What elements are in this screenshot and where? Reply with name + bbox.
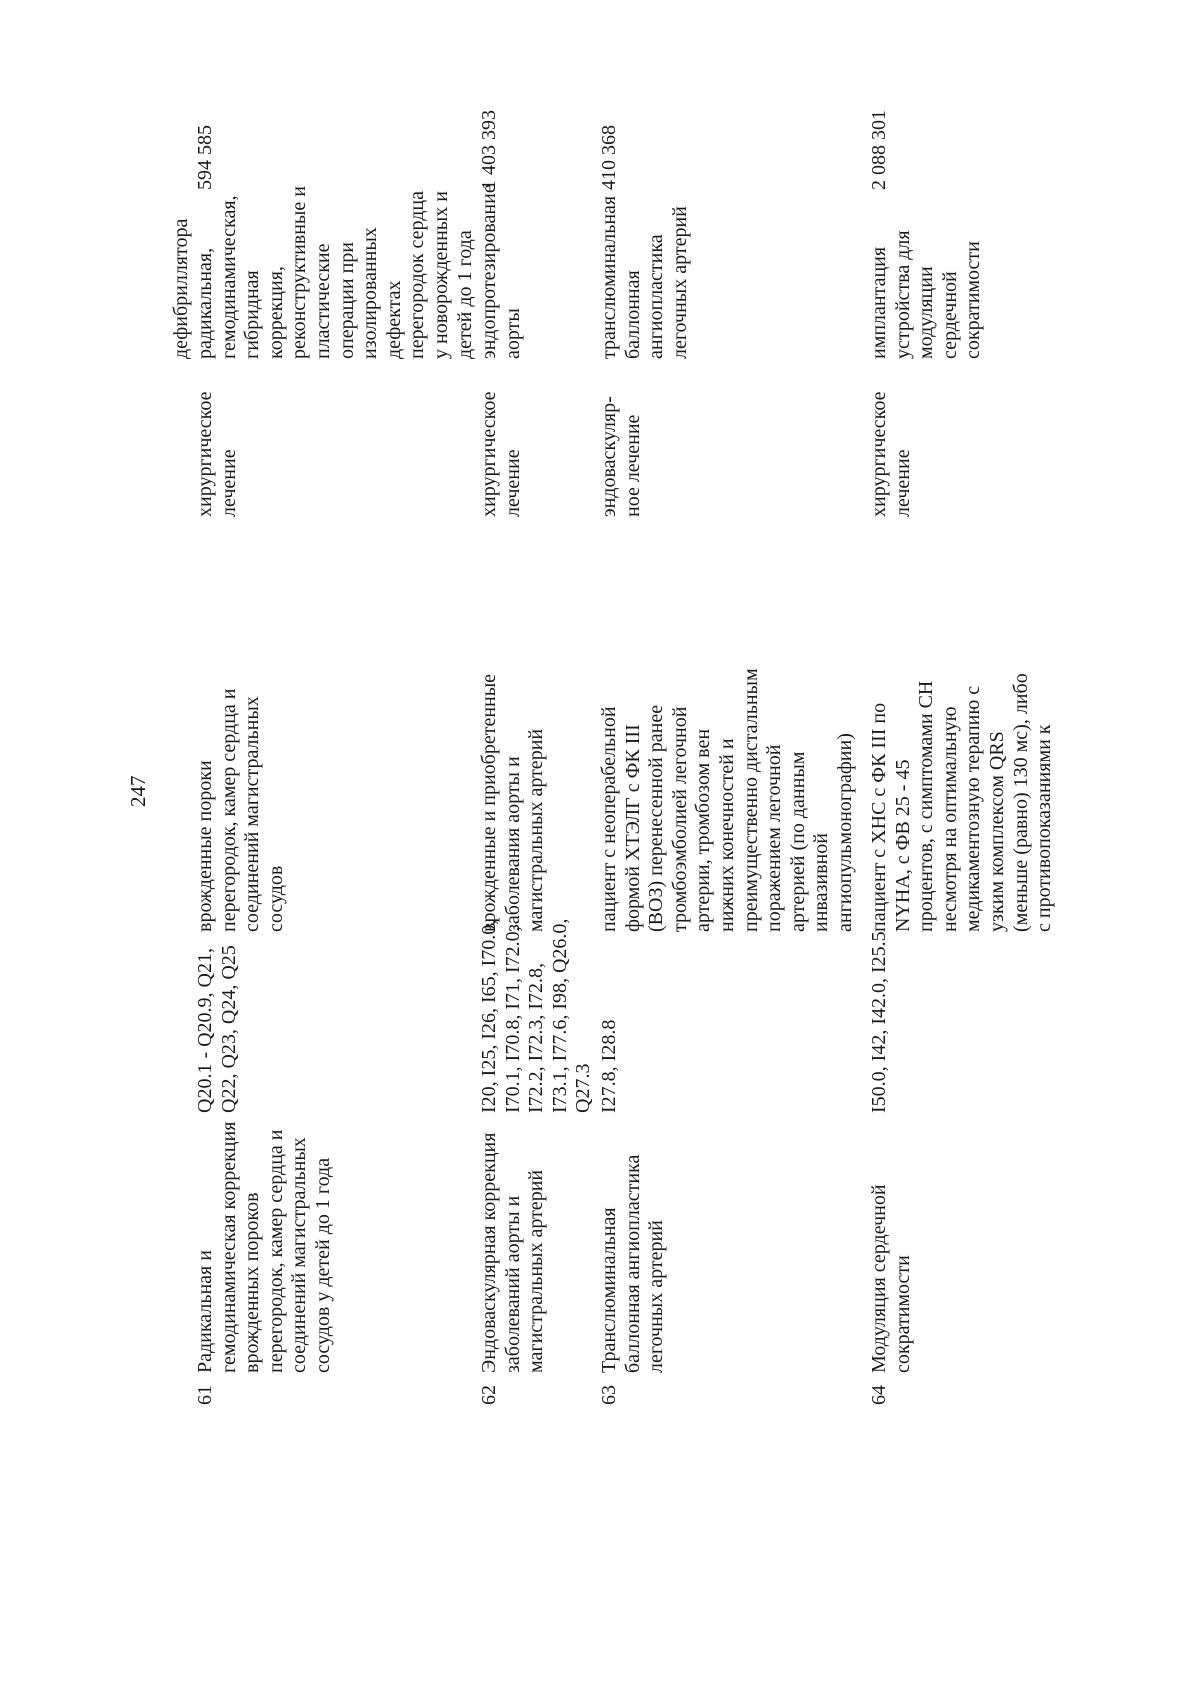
icd-codes-cell-line: I20, I25, I26, I65, I70.0,: [478, 919, 500, 1113]
icd-codes-cell-line: Q22, Q23, Q24, Q25: [217, 945, 240, 1113]
treatment-type-cell-line: эндоваскуляр-: [598, 396, 620, 517]
treatment-type-cell: [868, 392, 915, 517]
treatment-type-cell-line: хирургическое: [478, 391, 500, 517]
patient-model-cell: [598, 668, 858, 932]
service-name-cell-line: гемодинамическая коррекция: [217, 1121, 240, 1373]
price-cell: 410 368: [598, 125, 620, 190]
treatment-method-cell-line: аорты: [501, 308, 524, 359]
treatment-method-cell-line: сердечной: [938, 271, 961, 359]
patient-model-cell-line: врожденные и приобретенные: [478, 673, 500, 932]
patient-model-cell-line: сосудов: [264, 865, 287, 932]
treatment-method-cell-line: у новорожденных и: [429, 191, 452, 359]
patient-model-cell-line: нижних конечностей и: [715, 738, 738, 932]
patient-model-cell-line: поражением легочной: [763, 744, 786, 932]
service-name-cell-line: перегородок, камер сердца и: [264, 1129, 287, 1373]
patient-model-cell-line: формой ХТЭЛГ с ФК III: [621, 724, 644, 932]
patient-model-cell-line: артерией (по данным: [786, 751, 809, 932]
patient-model-cell-line: соединений магистральных: [241, 696, 264, 932]
treatment-method-cell-line: сократимости: [962, 241, 985, 359]
treatment-method-cell-line: ангиопластика: [645, 234, 668, 359]
row-number: 62: [478, 1385, 500, 1405]
icd-codes-cell-line: Q27.3: [572, 1063, 595, 1113]
patient-model-cell: [194, 689, 288, 933]
service-name-cell-line: Транслюминальная: [598, 1207, 620, 1373]
treatment-method-cell-line: транслюминальная: [598, 195, 620, 359]
patient-model-cell-line: (меньше (равно) 130 мс), либо: [1009, 673, 1032, 932]
treatment-method-cell-line: изолированных: [359, 227, 382, 359]
row-number: 61: [194, 1385, 216, 1405]
service-name-cell: [478, 1133, 549, 1373]
patient-model-cell-line: врожденные пороки: [194, 760, 216, 932]
icd-codes-cell: [194, 945, 241, 1113]
treatment-method-cell-line: детей до 1 года: [453, 230, 476, 359]
service-name-cell-line: заболеваний аорты и: [501, 1195, 524, 1373]
patient-model-cell-line: медикаментозную терапию с: [962, 685, 985, 932]
icd-codes-cell: [598, 1020, 622, 1113]
method-cell-continued: [170, 219, 194, 359]
treatment-method-cell-line: пластические: [311, 243, 334, 359]
patient-model-cell-line: пациент с неоперабельной: [598, 706, 620, 932]
patient-model-cell-line: тромбоэмболией легочной: [668, 706, 691, 932]
service-name-cell-line: врожденных пороков: [241, 1192, 264, 1373]
method-cell-continued-line: дефибриллятора: [170, 218, 192, 359]
treatment-method-cell-line: дефектах: [382, 280, 405, 359]
treatment-type-cell: [194, 392, 241, 517]
treatment-method-cell-line: перегородок сердца: [406, 191, 429, 359]
service-name-cell-line: магистральных артерий: [525, 1169, 548, 1373]
patient-model-cell-line: артерии, тромбозом вен: [692, 728, 715, 932]
icd-codes-cell-line: I50.0, I42, I42.0, I25.5: [868, 931, 890, 1113]
treatment-method-cell-line: гемодинамическая,: [217, 195, 240, 359]
icd-codes-cell-line: I70.1, I70.8, I71, I72.0,: [501, 926, 524, 1113]
treatment-type-cell-line: хирургическое: [194, 391, 216, 517]
patient-model-cell-line: процентов, с симптомами СН: [915, 680, 938, 932]
treatment-method-cell-line: баллонная: [621, 270, 644, 359]
patient-model-cell-line: несмотря на оптимальную: [938, 706, 961, 932]
patient-model-cell-line: ангиопульмонографии): [833, 733, 856, 932]
treatment-method-cell-line: имплантация: [868, 246, 890, 359]
treatment-type-cell-line: хирургическое: [868, 391, 890, 517]
row-number: 64: [868, 1385, 890, 1405]
patient-model-cell-line: инвазивной: [810, 833, 833, 932]
patient-model-cell-line: перегородок, камер сердца и: [217, 688, 240, 932]
icd-codes-cell: [478, 919, 596, 1113]
treatment-method-cell: [868, 230, 986, 359]
service-name-cell-line: Эндоваскулярная коррекция: [478, 1132, 500, 1373]
patient-model-cell-line: преимущественно дистальным: [739, 668, 762, 932]
treatment-type-cell-line: лечение: [891, 449, 914, 517]
patient-model-cell-line: магистральных артерий: [525, 728, 548, 932]
service-name-cell-line: сосудов у детей до 1 года: [311, 1157, 334, 1373]
price-cell: 1 403 393: [478, 110, 500, 190]
service-name-cell: [194, 1122, 336, 1373]
treatment-method-cell-line: гибридная: [241, 270, 264, 359]
treatment-method-cell-line: коррекция,: [264, 266, 287, 359]
treatment-type-cell-line: ное лечение: [621, 414, 644, 517]
icd-codes-cell: [868, 931, 892, 1113]
treatment-type-cell-line: лечение: [501, 449, 524, 517]
patient-model-cell: [478, 674, 549, 932]
row-number: 63: [598, 1385, 620, 1405]
service-name-cell-line: Модуляция сердечной: [868, 1184, 890, 1373]
patient-model-cell-line: заболевания аорты и: [501, 756, 524, 932]
treatment-method-cell: [598, 196, 692, 359]
service-name-cell: [868, 1184, 915, 1373]
service-name-cell: [598, 1155, 669, 1373]
service-name-cell-line: соединений магистральных: [288, 1137, 311, 1373]
icd-codes-cell-line: Q20.1 - Q20.9, Q21,: [194, 948, 216, 1113]
patient-model-cell-line: NYHA, с ФВ 25 - 45: [891, 759, 914, 932]
treatment-method-cell-line: легочных артерий: [668, 206, 691, 359]
price-cell: 594 585: [194, 125, 216, 190]
service-name-cell-line: Радикальная и: [194, 1250, 216, 1373]
patient-model-cell: [868, 673, 1057, 932]
treatment-type-cell: [598, 396, 645, 517]
patient-model-cell-line: узким комплексом QRS: [985, 731, 1008, 932]
page-number: 247: [126, 775, 150, 807]
patient-model-cell-line: пациент с ХНС с ФК III по: [868, 702, 890, 932]
treatment-type-cell-line: лечение: [217, 449, 240, 517]
treatment-method-cell-line: эндопротезирование: [478, 184, 500, 359]
icd-codes-cell-line: I73.1, I77.6, I98, Q26.0,: [548, 918, 571, 1113]
treatment-method-cell: [478, 184, 525, 359]
service-name-cell-line: сократимости: [891, 1255, 914, 1373]
treatment-method-cell-line: операции при: [335, 242, 358, 359]
treatment-method-cell-line: радикальная,: [194, 247, 216, 359]
treatment-method-cell: [194, 186, 477, 359]
service-name-cell-line: легочных артерий: [645, 1220, 668, 1373]
service-name-cell-line: баллонная ангиопластика: [621, 1154, 644, 1373]
treatment-type-cell: [478, 392, 525, 517]
icd-codes-cell-line: I27.8, I28.8: [598, 1019, 620, 1113]
treatment-method-cell-line: реконструктивные и: [288, 186, 311, 359]
patient-model-cell-line: (ВОЗ) перенесенной ранее: [645, 704, 668, 932]
price-cell: 2 088 301: [868, 110, 890, 190]
icd-codes-cell-line: I72.2, I72.3, I72.8,: [525, 963, 548, 1113]
treatment-method-cell-line: устройства для: [891, 230, 914, 359]
treatment-method-cell-line: модуляции: [915, 266, 938, 359]
patient-model-cell-line: с противопоказаниями к: [1033, 724, 1056, 932]
